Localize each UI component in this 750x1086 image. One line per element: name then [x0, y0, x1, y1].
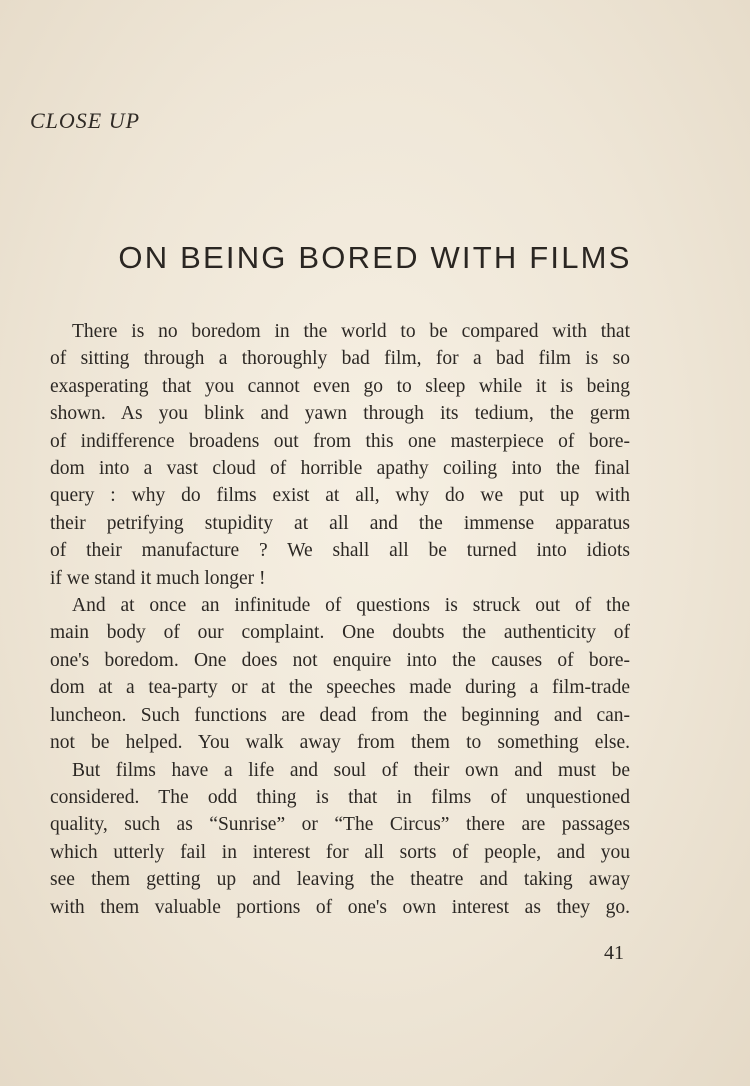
text-line: There is no boredom in the world to be compared with that	[72, 321, 630, 342]
text-line: luncheon. Such functions are dead from the beginning and can-	[50, 704, 630, 726]
text-line: of their manufacture ? We shall all be turned into idiots	[50, 540, 630, 562]
text-line: of sitting through a thoroughly bad film, for a bad film is so	[50, 348, 630, 370]
paragraph	[28, 592, 630, 756]
text-line: main body of our complaint. One doubts the authenticity of	[50, 622, 630, 644]
running-head: CLOSE UP	[30, 108, 141, 133]
page-number: 41	[604, 942, 624, 964]
text-line: considered. The odd thing is that in films of unquestioned	[50, 786, 630, 808]
text-line: quality, such as “Sunrise” or “The Circus” there are passages	[50, 814, 630, 836]
text-line: query : why do films exist at all, why do we put up with	[50, 485, 630, 507]
text-line: which utterly fail in interest for all sorts of people, and you	[50, 841, 630, 863]
text-line: And at once an infinitude of questions is struck out of the	[72, 595, 630, 617]
paragraph	[28, 318, 630, 592]
text-line: if we stand it much longer !	[50, 567, 266, 589]
text-line: one's boredom. One does not enquire into the causes of bore-	[50, 649, 630, 671]
text-line: exasperating that you cannot even go to sleep while it is being	[50, 375, 630, 397]
text-line: of indifference broadens out from this one masterpiece of bore-	[50, 430, 630, 452]
body-text	[28, 318, 630, 921]
text-line: their petrifying stupidity at all and the immense apparatus	[50, 512, 630, 534]
text-line: But films have a life and soul of their own and must be	[72, 759, 630, 781]
text-line: with them valuable portions of one's own interest as they go.	[50, 896, 630, 918]
text-line: not be helped. You walk away from them to something else.	[50, 732, 630, 754]
text-line: shown. As you blink and yawn through its tedium, the germ	[50, 403, 630, 425]
text-line: dom into a vast cloud of horrible apathy coiling into the final	[50, 458, 630, 480]
chapter-title: ON BEING BORED WITH FILMS	[118, 240, 632, 275]
text-line: dom at a tea-party or at the speeches made during a film-trade	[50, 677, 630, 699]
text-line: see them getting up and leaving the theatre and taking away	[50, 869, 630, 891]
paragraph	[28, 757, 630, 921]
